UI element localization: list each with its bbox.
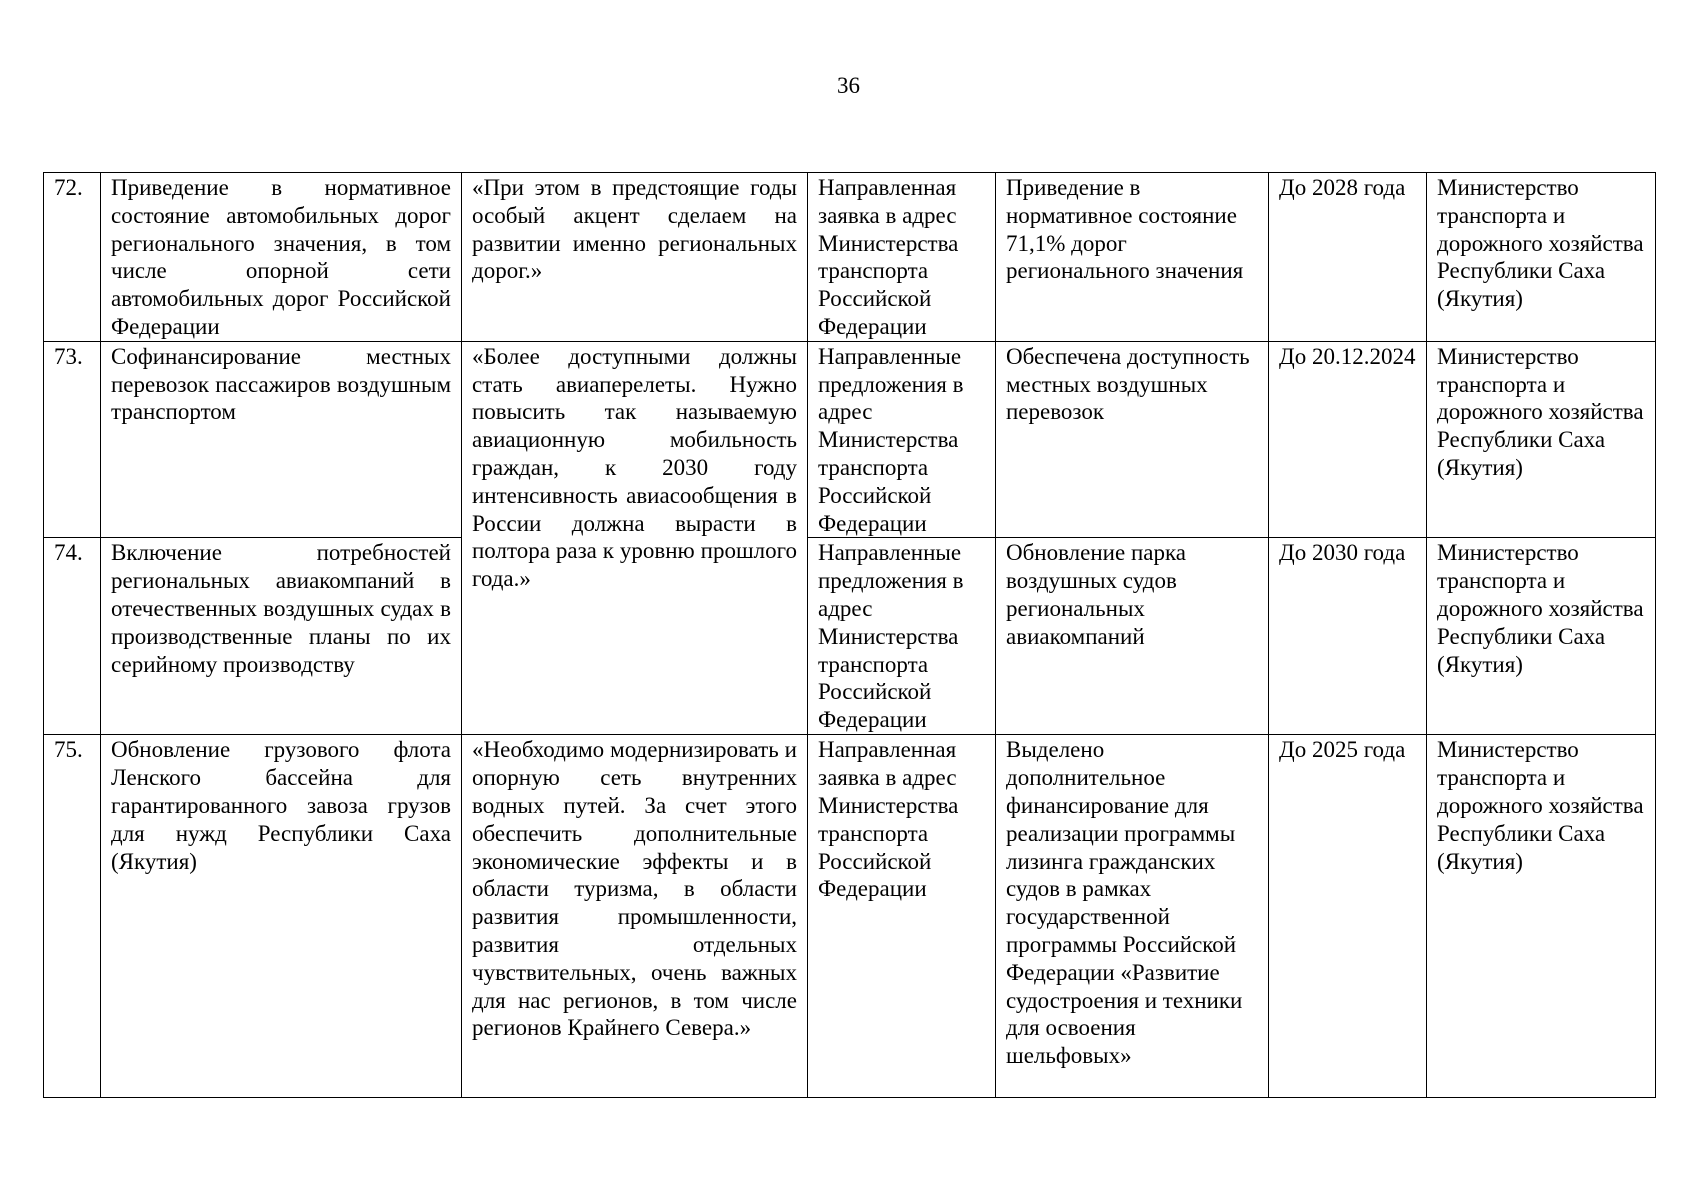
table-row: [44, 538, 1656, 735]
form-cell: Направленные предложения в адрес Министерства транспорта Российской Федерации: [808, 538, 996, 735]
form-cell: Направленная заявка в адрес Министерства транспорта Российской Федерации: [808, 173, 996, 342]
quote-cell: «Необходимо модернизировать и опорную сеть внутренних водных путей. За счет этого обеспечить дополнительные экономические эффекты и в области туризма, в области развития промышленности, развития отдельных чувствительных, очень важных для нас регионов, в том числе регионов Крайнего Севера.»: [462, 735, 808, 1098]
deadline-cell: До 2030 года: [1269, 538, 1427, 735]
result-cell: Обновление парка воздушных судов региональных авиакомпаний: [996, 538, 1269, 735]
measures-table: [43, 172, 1656, 1098]
responsible-cell: Министерство транспорта и дорожного хозяйства Республики Саха (Якутия): [1427, 538, 1656, 735]
measure-cell: Софинансирование местных перевозок пассажиров воздушным транспортом: [101, 341, 462, 538]
page-number: 36: [837, 73, 860, 98]
result-cell: Приведение в нормативное состояние 71,1% дорог регионального значения: [996, 173, 1269, 342]
deadline-cell: До 2025 года: [1269, 735, 1427, 1098]
table-row: [44, 735, 1656, 1098]
row-number: 73.: [44, 341, 101, 538]
table-row: [44, 173, 1656, 342]
measure-cell: Обновление грузового флота Ленского бассейна для гарантированного завоза грузов для нужд Республики Саха (Якутия): [101, 735, 462, 1098]
quote-cell: «Более доступными должны стать авиаперелеты. Нужно повысить так называемую авиационную мобильность граждан, к 2030 году интенсивность авиасообщения в России должна вырасти в полтора раза к уровню прошлого года.»: [462, 341, 808, 735]
form-cell: Направленная заявка в адрес Министерства транспорта Российской Федерации: [808, 735, 996, 1098]
result-cell: Выделено дополнительное финансирование для реализации программы лизинга гражданских судов в рамках государственной программы Российской Федерации «Развитие судостроения и техники для освоения шельфовых»: [996, 735, 1269, 1098]
result-cell: Обеспечена доступность местных воздушных перевозок: [996, 341, 1269, 538]
row-number: 72.: [44, 173, 101, 342]
form-cell: Направленные предложения в адрес Министерства транспорта Российской Федерации: [808, 341, 996, 538]
responsible-cell: Министерство транспорта и дорожного хозяйства Республики Саха (Якутия): [1427, 173, 1656, 342]
responsible-cell: Министерство транспорта и дорожного хозяйства Республики Саха (Якутия): [1427, 735, 1656, 1098]
table-row: [44, 341, 1656, 538]
deadline-cell: До 2028 года: [1269, 173, 1427, 342]
deadline-cell: До 20.12.2024: [1269, 341, 1427, 538]
measure-cell: Включение потребностей региональных авиакомпаний в отечественных воздушных судах в производственные планы по их серийному производству: [101, 538, 462, 735]
quote-cell: «При этом в предстоящие годы особый акцент сделаем на развитии именно региональных дорог.»: [462, 173, 808, 342]
measure-cell: Приведение в нормативное состояние автомобильных дорог регионального значения, в том числе опорной сети автомобильных дорог Российской Федерации: [101, 173, 462, 342]
row-number: 74.: [44, 538, 101, 735]
responsible-cell: Министерство транспорта и дорожного хозяйства Республики Саха (Якутия): [1427, 341, 1656, 538]
row-number: 75.: [44, 735, 101, 1098]
